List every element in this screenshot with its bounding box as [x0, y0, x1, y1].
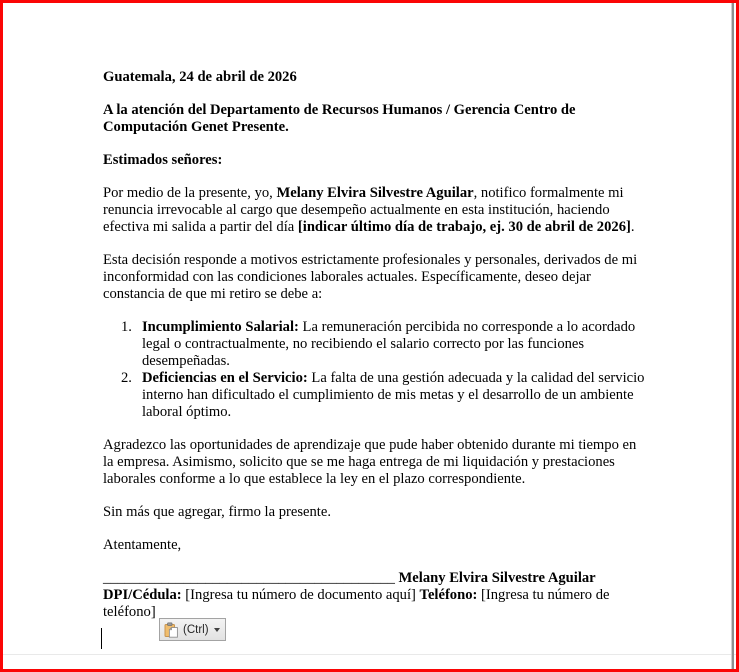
list-item-number: 2.	[121, 370, 132, 386]
text-cursor	[101, 628, 102, 649]
date-line: Guatemala, 24 de abril de 2026	[103, 69, 297, 85]
last-day-placeholder: [indicar último día de trabajo, ej. 30 de abril de 2026]	[297, 219, 631, 235]
dpi-placeholder: [Ingresa tu número de documento aquí]	[181, 587, 420, 603]
paragraph-intro	[103, 185, 646, 236]
list-item-title: Incumplimiento Salarial:	[142, 319, 299, 335]
list-item-body: La remuneración percibida no corresponde a lo acordado legal o contractualmente, no recibiendo el salario correcto por las funciones desempeñadas.	[142, 319, 636, 369]
list-item-number: 1.	[121, 319, 132, 335]
signature-name: Melany Elvira Silvestre Aguilar	[394, 570, 596, 586]
list-item	[103, 370, 646, 421]
signature-line: ________________________________________	[103, 570, 395, 586]
window-right-edge	[731, 3, 734, 669]
intro-pre: Por medio de la presente, yo,	[103, 185, 277, 201]
list-item	[103, 319, 646, 370]
paragraph-final: Sin más que agregar, firmo la presente.	[103, 504, 331, 520]
signature-block	[103, 570, 646, 621]
employee-name: Melany Elvira Silvestre Aguilar	[276, 185, 474, 201]
chevron-down-icon	[214, 628, 220, 632]
intro-mid: , notifico formalmente mi renuncia irrevocable al cargo que desempeño actualmente en esta institución, haciendo efectiva mi salida a partir del día	[103, 185, 624, 235]
list-item-body: La falta de una gestión adecuada y la calidad del servicio interno han dificultado el cumplimiento de mis metas y el desarrollo de un ambiente laboral óptimo.	[142, 370, 645, 420]
intro-post: .	[630, 219, 635, 235]
list-item-text	[142, 319, 646, 370]
recipient-line: A la atención del Departamento de Recursos Humanos / Gerencia Centro de Computación Genet Presente.	[103, 102, 576, 135]
reasons-list	[103, 319, 646, 421]
closing: Atentamente,	[103, 537, 182, 553]
dpi-label: DPI/Cédula:	[103, 587, 182, 603]
list-item-title: Deficiencias en el Servicio:	[142, 370, 308, 386]
letter-body	[103, 69, 646, 621]
paragraph-gratitude: Agradezco las oportunidades de aprendizaje que pude haber obtenido durante mi tiempo en la empresa. Asimismo, solicito que se me haga entrega de mi liquidación y prestaciones laborales conforme a lo que establece la ley en el plazo correspondiente.	[103, 437, 637, 487]
salutation: Estimados señores:	[103, 152, 223, 168]
paste-options-button[interactable]	[159, 618, 226, 641]
phone-label: Teléfono:	[419, 587, 478, 603]
page-bottom-boundary	[3, 654, 736, 655]
paste-button-label: (Ctrl)	[183, 623, 209, 636]
phone-placeholder: [Ingresa tu número de teléfono]	[103, 587, 610, 620]
clipboard-paste-icon	[164, 622, 180, 638]
paragraph-reasons: Esta decisión responde a motivos estrictamente profesionales y personales, derivados de mi inconformidad con las condiciones laborales actuales. Específicamente, deseo dejar constancia de que mi retiro se debe a:	[103, 252, 638, 302]
list-item-text	[142, 370, 646, 421]
